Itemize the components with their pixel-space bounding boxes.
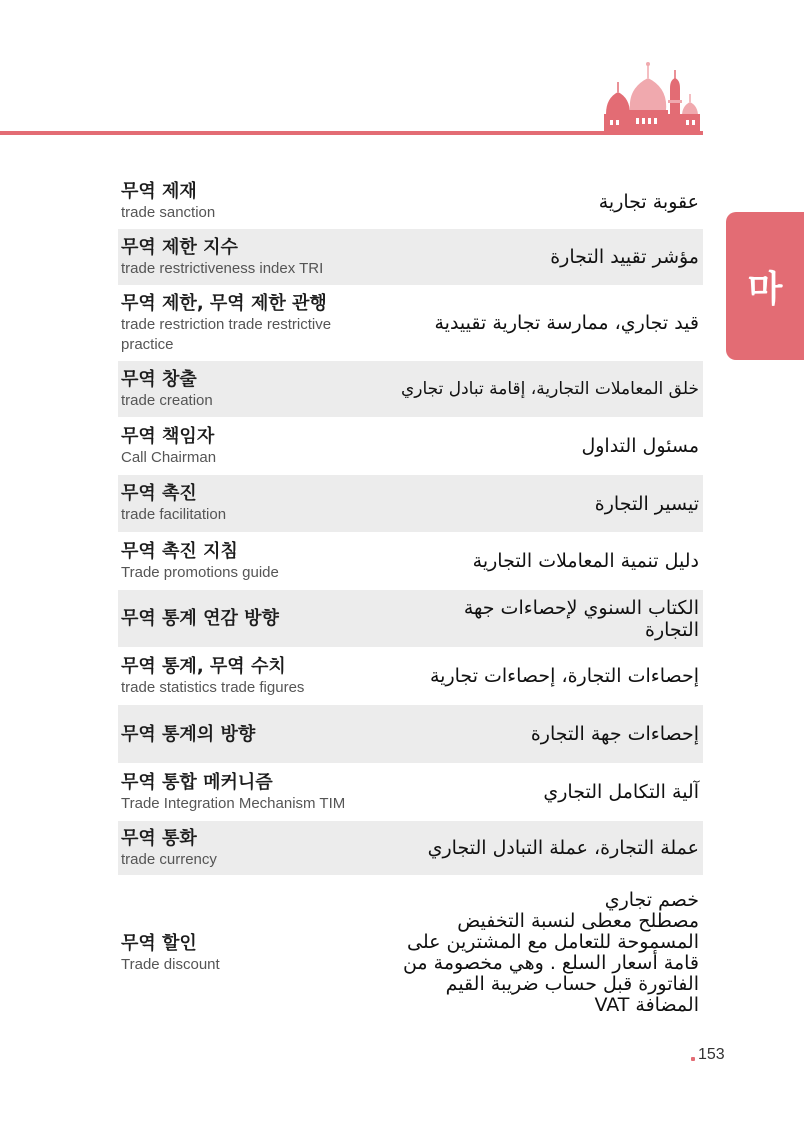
arabic-term: مؤشر تقييد التجارة	[550, 246, 699, 268]
english-term: trade creation	[121, 391, 213, 409]
glossary-row	[118, 647, 703, 705]
korean-term: 무역 제재	[121, 181, 197, 202]
english-term: trade statistics trade figures	[121, 678, 305, 696]
arabic-term: خلق المعاملات التجارية، إقامة تبادل تجاري	[400, 379, 699, 399]
glossary-row	[118, 705, 703, 763]
korean-term: 무역 통계, 무역 수치	[121, 655, 286, 677]
glossary-row	[118, 174, 703, 229]
page-number: 153	[698, 1046, 725, 1063]
korean-term: 무역 제한, 무역 제한 관행	[121, 292, 327, 314]
korean-term: 무역 통계의 방향	[121, 723, 256, 745]
english-term: trade currency	[121, 850, 217, 868]
korean-term: 무역 촉진 지침	[121, 540, 238, 562]
english-term: trade sanction	[121, 204, 216, 221]
header-rule	[0, 131, 703, 135]
arabic-term: خصم تجاري مصطلح معطى لنسبة التخفيض المسموحة للتعامل مع المشترين على قامة أسعار السلع . وهي مخصومة من الفاتورة قبل حساب ضريبة القيم المضافة VAT	[402, 889, 699, 1016]
english-term: Trade promotions guide	[121, 563, 279, 581]
arabic-term: عقوبة تجارية	[598, 190, 699, 213]
glossary-row	[118, 475, 703, 532]
korean-term: 무역 창출	[121, 368, 197, 390]
korean-term: 무역 통계 연감 방향	[121, 608, 279, 629]
glossary-row	[118, 285, 703, 361]
section-index-tab[interactable]	[726, 212, 804, 360]
english-term: Trade Integration Mechanism TIM	[121, 794, 346, 812]
english-term: Trade discount	[121, 955, 220, 973]
glossary-row	[118, 229, 703, 285]
glossary-row	[118, 361, 703, 417]
korean-term: 무역 제한 지수	[121, 236, 238, 258]
korean-term: 무역 촉진	[121, 483, 197, 504]
english-term: trade facilitation	[121, 506, 227, 523]
glossary-row	[118, 875, 703, 1031]
korean-term: 무역 통합 메커니즘	[121, 771, 273, 793]
arabic-term: مسئول التداول	[581, 435, 699, 457]
english-term: Call Chairman	[121, 448, 217, 466]
korean-term: 무역 통화	[121, 827, 197, 849]
arabic-term: الكتاب السنوي لإحصاءات جهة التجارة	[463, 596, 699, 641]
arabic-term: دليل تنمية المعاملات التجارية	[472, 550, 699, 572]
arabic-term: إحصاءات التجارة، إحصاءات تجارية	[429, 665, 699, 687]
arabic-term: تيسير التجارة	[594, 492, 699, 515]
english-term: trade restrictiveness index TRI	[121, 259, 324, 277]
korean-term: 무역 책임자	[121, 425, 215, 447]
arabic-term: إحصاءات جهة التجارة	[530, 723, 699, 745]
glossary-list	[118, 174, 703, 1031]
glossary-row	[118, 763, 703, 821]
arabic-term: قيد تجاري، ممارسة تجارية تقييدية	[434, 312, 699, 334]
arabic-term: آلية التكامل التجاري	[543, 781, 699, 803]
arabic-term: عملة التجارة، عملة التبادل التجاري	[427, 837, 699, 859]
glossary-row	[118, 590, 703, 647]
mosque-illustration-icon	[600, 58, 704, 134]
section-index-label: 마	[747, 268, 783, 310]
glossary-row	[118, 532, 703, 590]
english-term: trade restriction trade restrictive practice	[121, 315, 332, 353]
korean-term: 무역 할인	[121, 932, 197, 954]
glossary-row	[118, 821, 703, 875]
glossary-row	[118, 417, 703, 475]
